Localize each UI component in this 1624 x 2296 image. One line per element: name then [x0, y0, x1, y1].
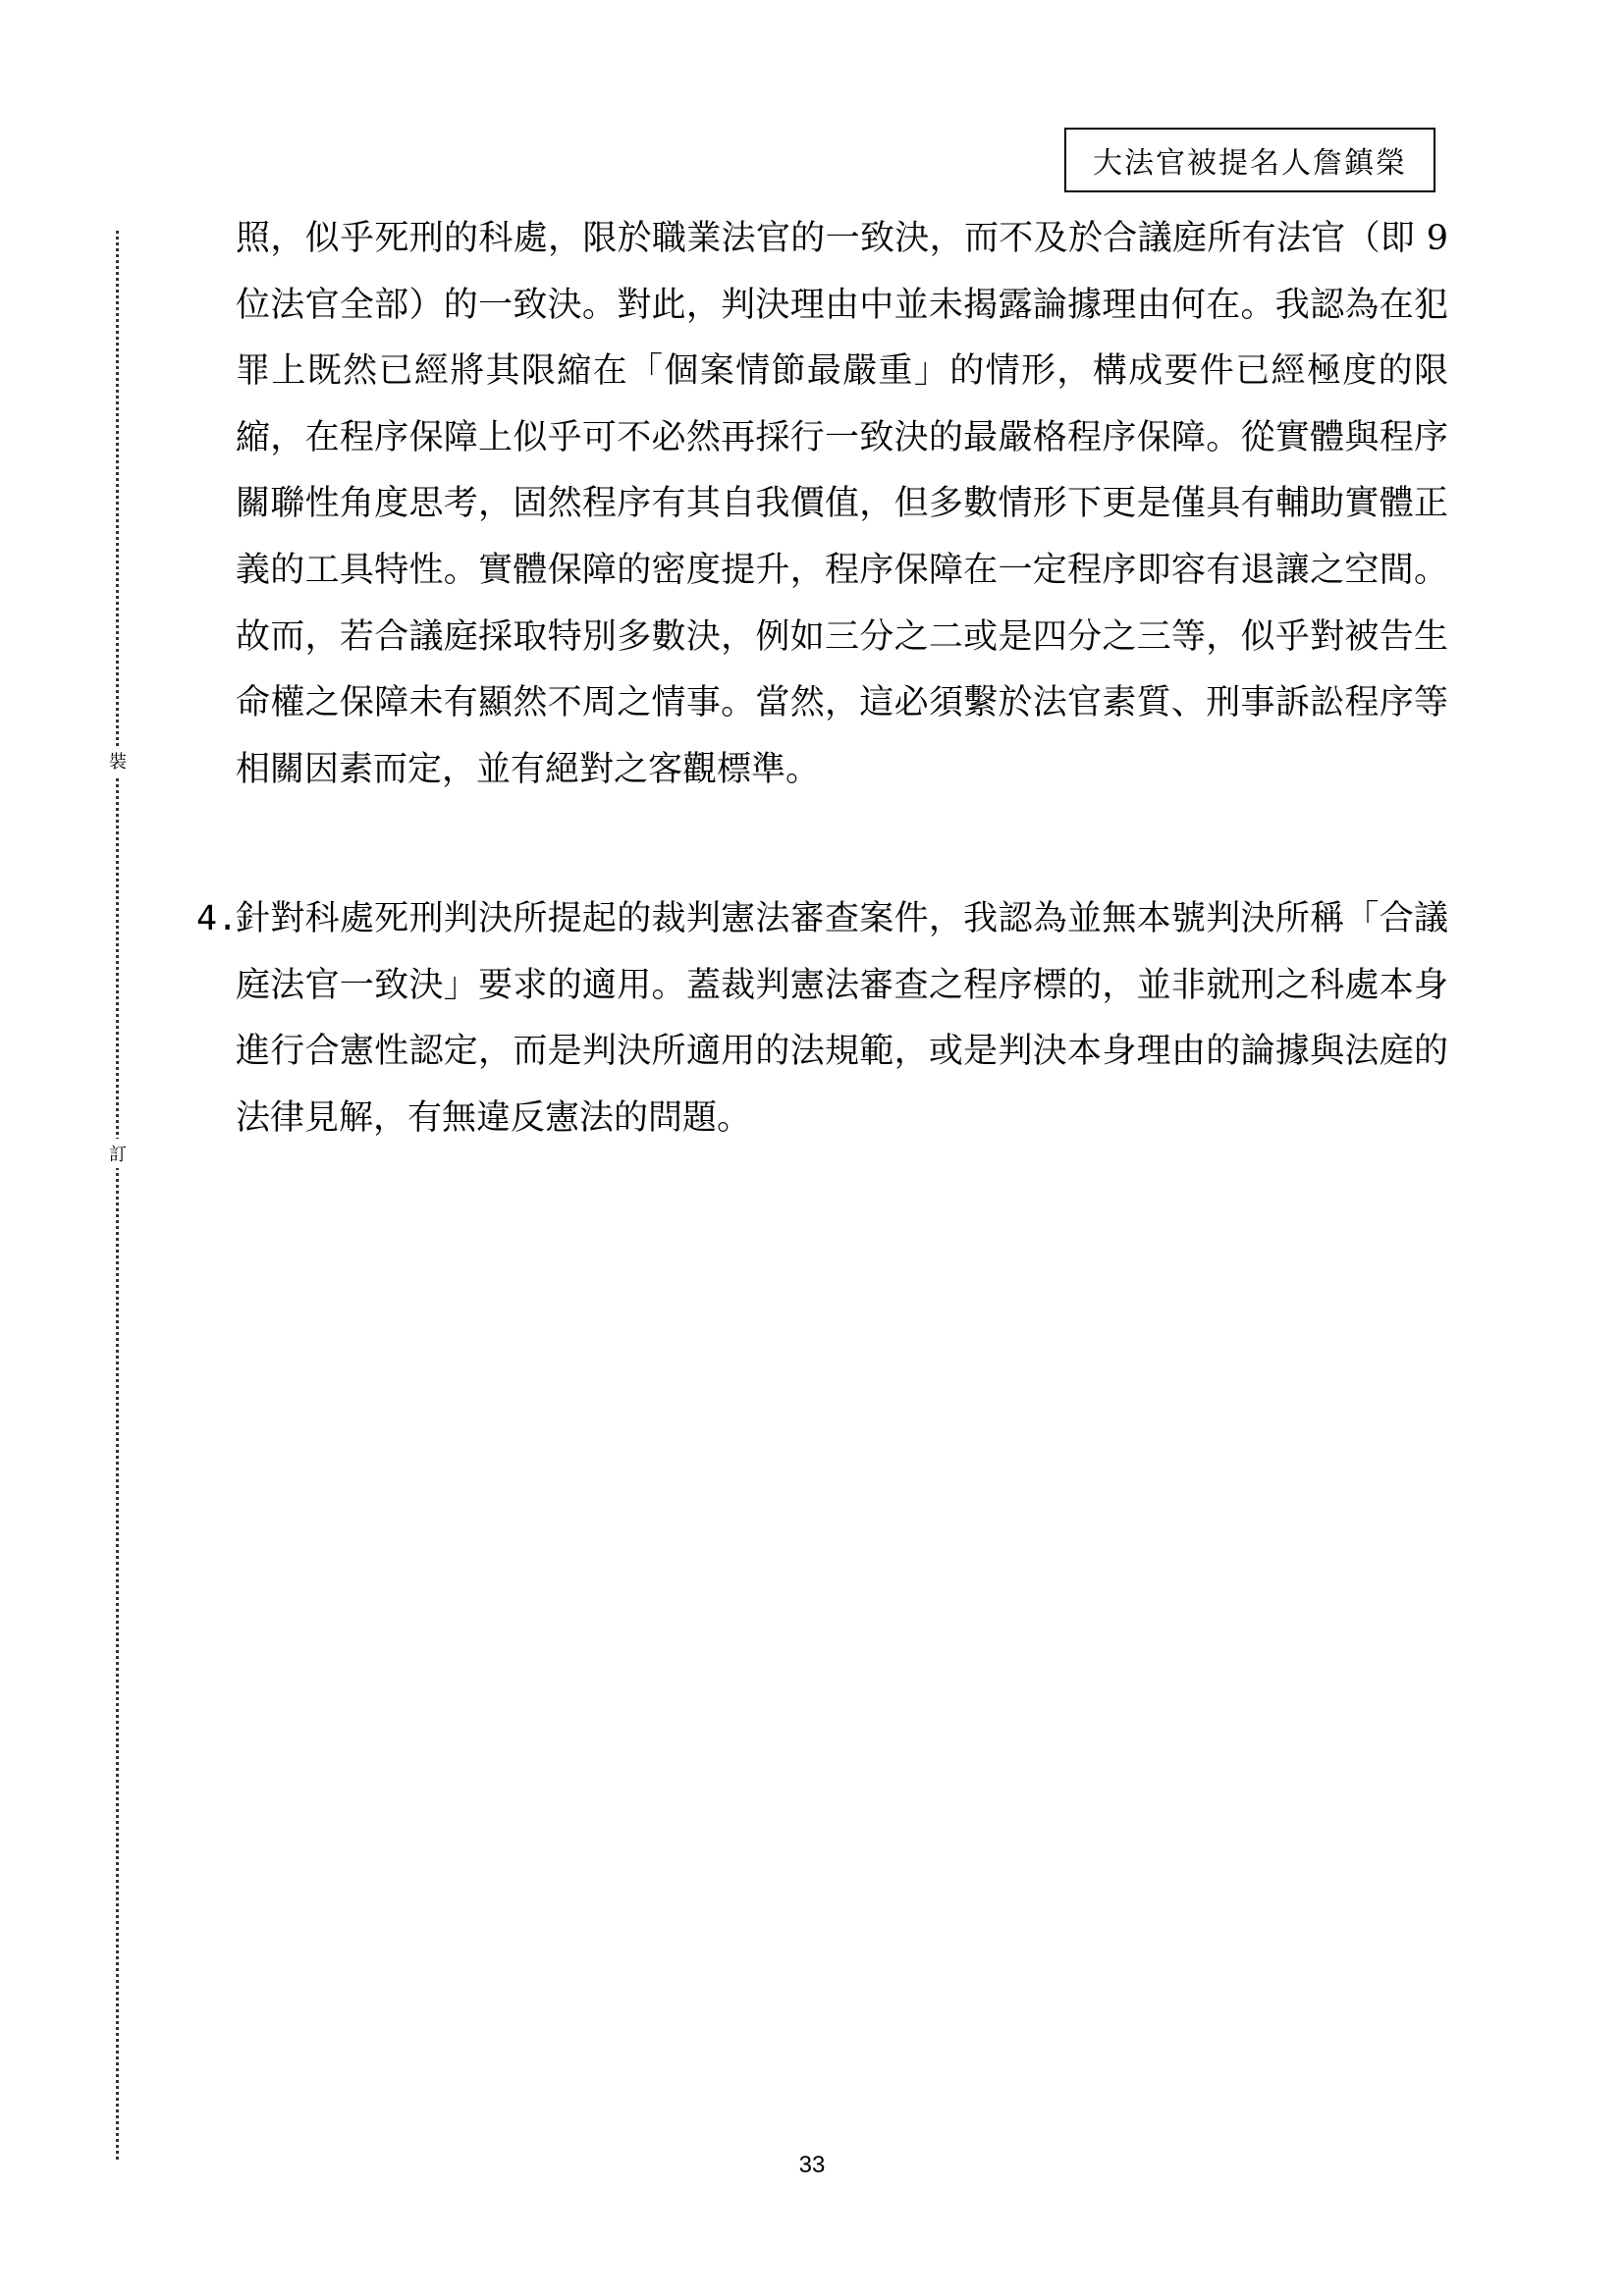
binding-margin-line: [116, 231, 119, 2160]
continuation-paragraph: 照，似乎死刑的科處，限於職業法官的一致決，而不及於合議庭所有法官（即 9 位法官全部）的一致決。對此，判決理由中並未揭露論據理由何在。我認為在犯罪上既然已經將其限縮在「個案情節最嚴重」的情形，構成要件已經極度的限縮，在程序保障上似乎可不必然再採行一致決的最嚴格程序保障。從實體與程序關聯性角度思考，固然程序有其自我價值，但多數情形下更是僅具有輔助實體正義的工具特性。實體保障的密度提升，程序保障在一定程序即容有退讓之空間。故而，若合議庭採取特別多數決，例如三分之二或是四分之三等，似乎對被告生命權之保障未有顯然不周之情事。當然，這必須繫於法官素質、刑事訴訟程序等相關因素而定，並有絕對之客觀標準。: [236, 219, 1448, 789]
page-number: 33: [798, 2152, 826, 2178]
nominee-label: 大法官被提名人詹鎮榮: [1093, 146, 1407, 181]
binding-mark-staple: 訂: [103, 1139, 133, 1168]
binding-mark-bind: 裝: [103, 746, 133, 775]
nominee-header-box: [1064, 128, 1435, 192]
list-item-text: 針對科處死刑判決所提起的裁判憲法審查案件，我認為並無本號判決所稱「合議庭法官一致決」要求的適用。蓋裁判憲法審查之程序標的，並非就刑之科處本身進行合憲性認定，而是判決所適用的法規範，或是判決本身理由的論據與法庭的法律見解，有無違反憲法的問題。: [236, 899, 1448, 1138]
list-item-number: 4.: [196, 899, 239, 938]
